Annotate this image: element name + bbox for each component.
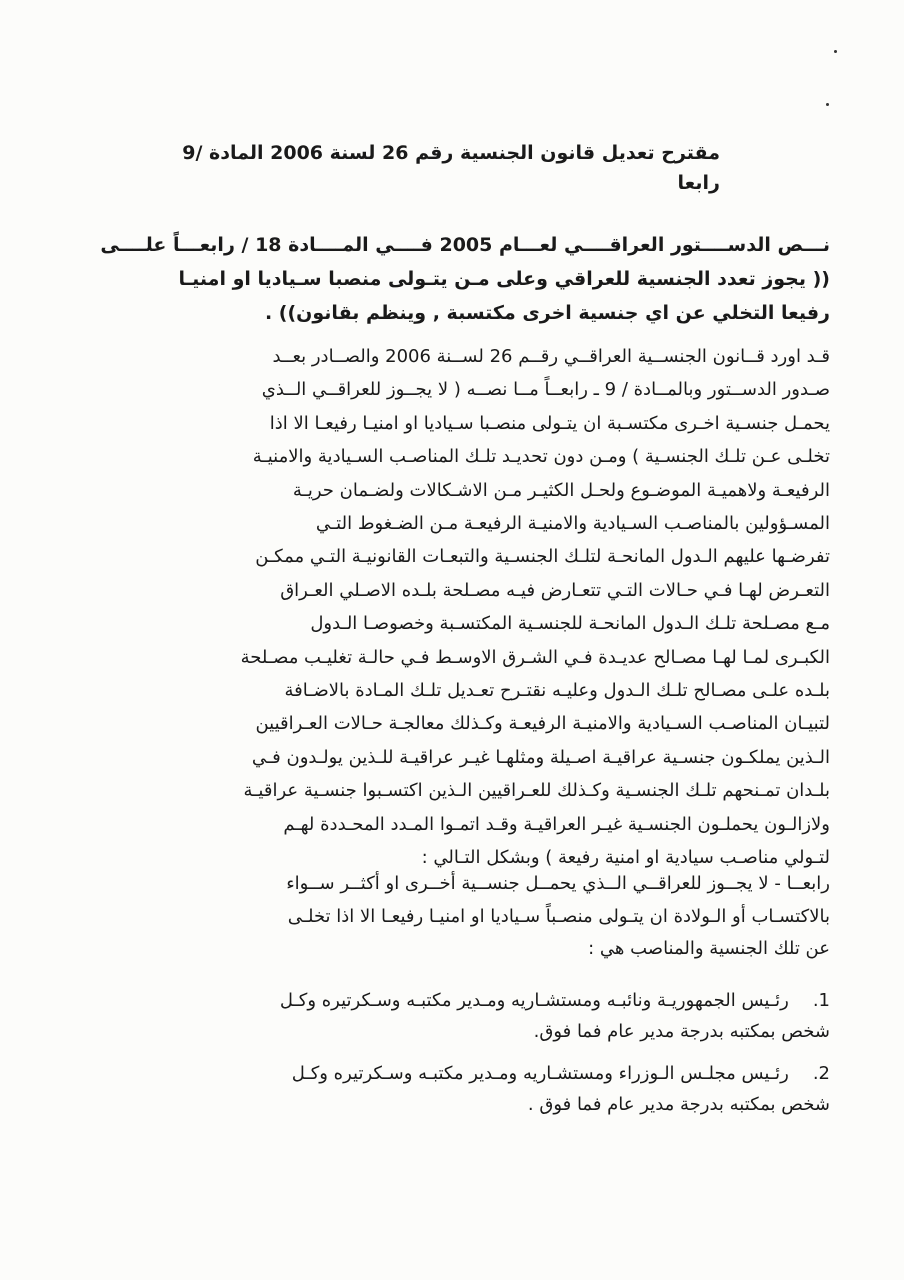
constitution-text: [100, 228, 830, 330]
text-line: رابعــا - لا يجــوز للعراقــي الــذي يحمــل جنســية أخــرى او أكثــر ســواء: [286, 873, 830, 894]
text-line: بلـده علـى مصـالح تلـك الـدول وعليـه نقتـرح تعـديل تلـك المـادة بالاضـافة: [284, 680, 830, 702]
text-line: قـد اورد قــانون الجنســية العراقــي رقــم 26 لســنة 2006 والصــادر بعــد: [272, 346, 830, 367]
text-line: يحمـل جنسـية اخـرى مكتسـبة ان يتـولى منصـبا سـياديا او امنيـا رفيعـا الا اذا: [269, 412, 830, 434]
scan-speck: [826, 103, 829, 106]
text-line: بلـدان تمـنحهم تلـك الجنسـية وكـذلك للعـراقيين الـذين اكتسـبوا جنسـية عراقيـة: [243, 780, 830, 802]
body-paragraph: [150, 340, 830, 875]
list-item: [150, 1058, 830, 1120]
text-line: شخص بمكتبه بدرجة مدير عام فما فوق.: [533, 1021, 830, 1042]
text-line: رئـيس الجمهوريـة ونائبـه ومستشـاريه ومـدير مكتبـه وسـكرتيره وكـل: [279, 990, 789, 1011]
text-line: تخلـى عـن تلـك الجنسـية ) ومـن دون تحديـد تلـك المناصـب السـيادية والامنيـة: [252, 446, 830, 468]
text-line: مـع مصـلحة تلـك الـدول المانحـة للجنسـية المكتسـبة وخصوصـا الـدول: [310, 613, 830, 635]
text-line: الرفيعـة ولاهميـة الموضـوع ولحـل الكثيـر مـن الاشـكالات ولضـمان حريـة: [292, 479, 830, 501]
text-line: لتبيـان المناصـب السـيادية والامنيـة الرفيعـة وكـذلك معالجـة حـالات العـراقيين: [255, 713, 830, 735]
text-line: تفرضـها عليهم الـدول المانحـة لتلـك الجنسـية والتبعـات القانونيـة التـي ممكـن: [255, 546, 830, 568]
text-line: صـدور الدســتور وبالمــادة / 9 ـ رابعــاً مــا نصــه ( لا يجــوز للعراقــي الــذي: [261, 379, 830, 401]
list-item: [150, 985, 830, 1047]
list-item-number: 2.: [812, 1063, 830, 1084]
document-title: مقترح تعديل قانون الجنسية رقم 26 لسنة 2006 المادة /9 رابعا: [182, 142, 720, 194]
text-line: رئـيس مجلـس الـوزراء ومستشـاريه ومـدير مكتبـه وسـكرتيره وكـل: [291, 1063, 789, 1084]
list-item-number: 1.: [812, 990, 830, 1011]
scan-speck: [834, 50, 837, 53]
text-line: شخص بمكتبه بدرجة مدير عام فما فوق .: [527, 1094, 830, 1115]
text-line: نـــص الدســــتور العراقــــي لعـــام 2005 فــــي المــــادة 18 / رابعـــاً علــــى: [100, 234, 830, 256]
text-line: المسـؤولين بالمناصـب السـيادية والامنيـة الرفيعـة مـن الضـغوط التـي: [315, 513, 830, 535]
text-line: لتـولي مناصـب سيادية او امنية رفيعة ) وبشكل التـالي :: [421, 847, 830, 869]
text-line: الـذين يملكـون جنسـية عراقيـة اصـيلة ومثلهـا غيـر عراقيـة للـذين يولـدون فـي: [251, 746, 830, 768]
text-line: رفيعا التخلي عن اي جنسية اخرى مكتسبة , وينظم بقانون)) .: [264, 302, 830, 324]
text-line: التعـرض لهـا فـي حـالات التـي تتعـارض فيـه مصـلحة بلـده الاصـلي العـراق: [280, 579, 830, 601]
text-line: الكبـرى لمـا لهـا مصـالح عديـدة فـي الشـرق الاوسـط فـي حالـة تغليـب مصـلحة: [240, 646, 830, 668]
text-line: بالاكتسـاب أو الـولادة ان يتـولى منصـباً سـياديا او امنيـا رفيعـا الا اذا تخلـى: [287, 905, 830, 927]
text-line: (( يجوز تعدد الجنسية للعراقي وعلى مـن يتـولى منصبا سـياديا او امنيـا: [178, 268, 830, 290]
proposal-paragraph: [150, 868, 830, 966]
text-line: عن تلك الجنسية والمناصب هي :: [588, 938, 830, 959]
text-line: ولازالـون يحملـون الجنسـية غيـر العراقيـة وقـد اتمـوا المـدد المحـددة لهـم: [283, 813, 830, 835]
